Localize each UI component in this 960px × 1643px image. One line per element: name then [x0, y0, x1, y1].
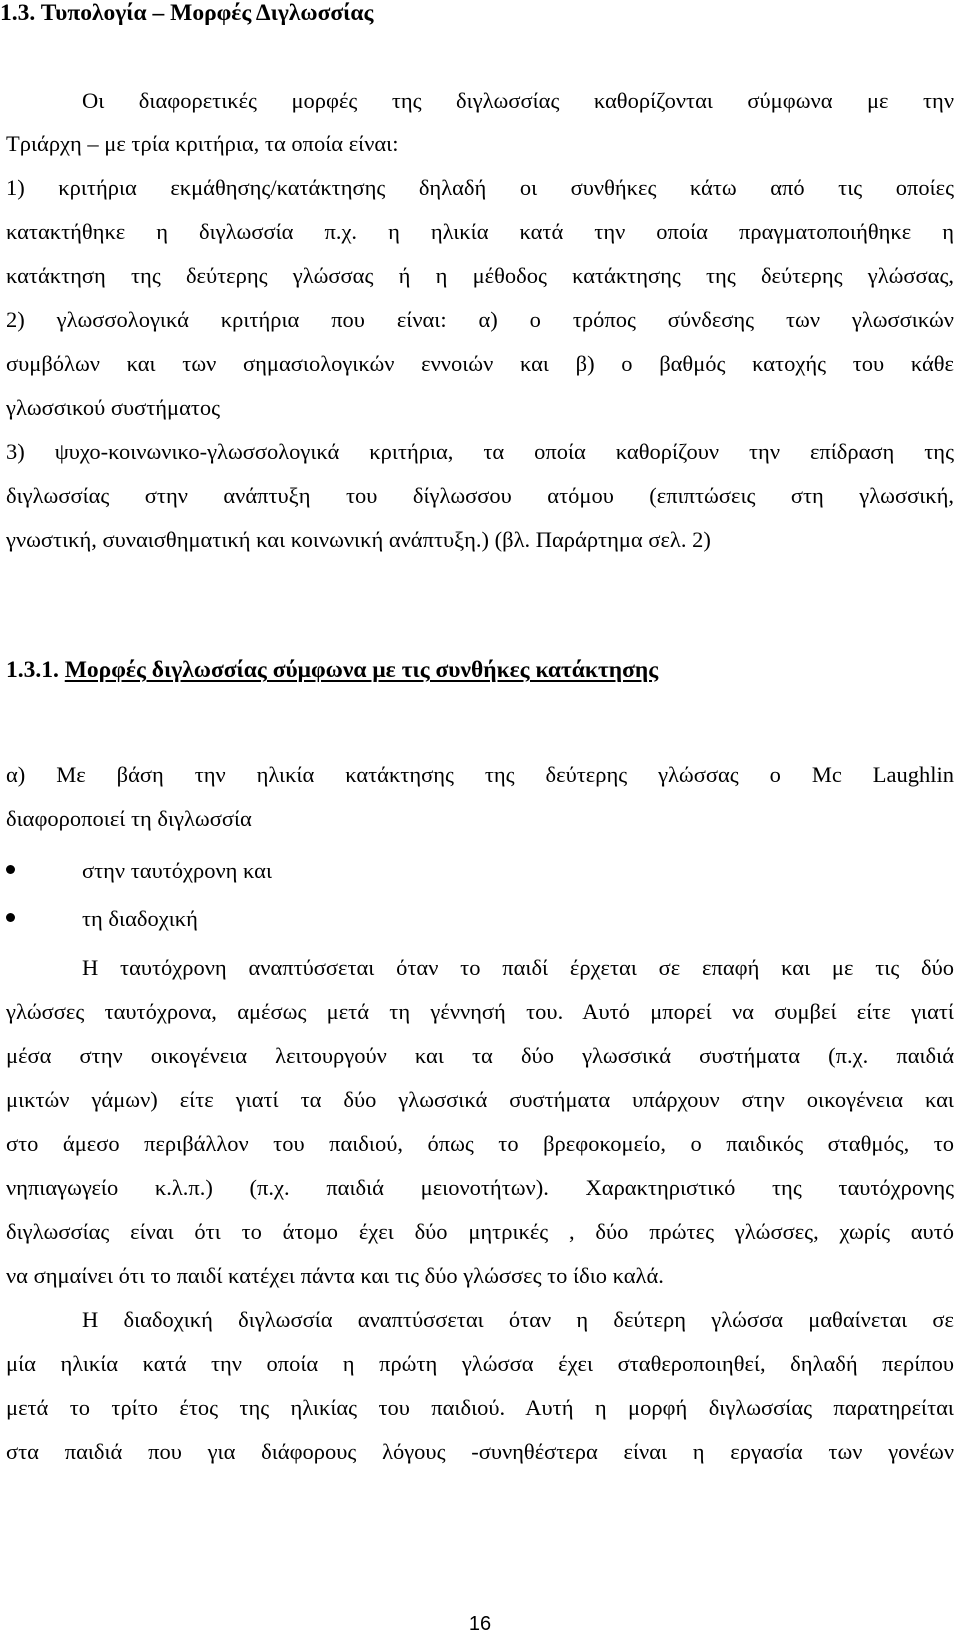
bullet-icon: [6, 913, 15, 922]
intro-line: Οι διαφορετικές μορφές της διγλωσσίας καθορίζονται σύμφωνα με την: [82, 88, 954, 113]
simultaneous-paragraph-line: διγλωσσίας είναι ότι το άτομο έχει δύο μητρικές , δύο πρώτες γλώσσες, χωρίς αυτό: [6, 1219, 954, 1244]
intro-line: 3) ψυχο-κοινωνικο-γλωσσολογικά κριτήρια, τα οποία καθορίζουν την επίδραση της: [6, 439, 954, 464]
simultaneous-paragraph-line: μέσα στην οικογένεια λειτουργούν και τα δύο γλωσσικά συστήματα (π.χ. παιδιά: [6, 1043, 954, 1068]
subsection-title: Μορφές διγλωσσίας σύμφωνα με τις συνθήκες κατάκτησης: [64, 657, 659, 683]
simultaneous-paragraph-line: νηπιαγωγείο κ.λ.π.) (π.χ. παιδιά μειονοτήτων). Χαρακτηριστικό της ταυτόχρονης: [6, 1175, 954, 1200]
intro-line: Τριάρχη – με τρία κριτήρια, τα οποία είναι:: [6, 131, 399, 156]
intro-line: διγλωσσίας στην ανάπτυξη του δίγλωσσου ατόμου (επιπτώσεις στη γλωσσική,: [6, 483, 954, 508]
list-item: [6, 856, 954, 886]
subsection-number: 1.3.1.: [6, 657, 59, 683]
paragraph-a-line: α) Με βάση την ηλικία κατάκτησης της δεύτερης γλώσσας ο Mc Laughlin: [6, 762, 954, 787]
simultaneous-paragraph-line: Η ταυτόχρονη αναπτύσσεται όταν το παιδί έρχεται σε επαφή και με τις δύο: [82, 955, 954, 980]
simultaneous-paragraph-line: να σημαίνει ότι το παιδί κατέχει πάντα και τις δύο γλώσσες το ίδιο καλά.: [6, 1263, 664, 1288]
intro-line: γνωστική, συναισθηματική και κοινωνική ανάπτυξη.) (βλ. Παράρτημα σελ. 2): [6, 527, 711, 552]
list-item: [6, 904, 954, 934]
intro-line: κατακτήθηκε η διγλωσσία π.χ. η ηλικία κατά την οποία πραγματοποιήθηκε η: [6, 219, 954, 244]
simultaneous-paragraph-line: στο άμεσο περιβάλλον του παιδιού, όπως το βρεφοκομείο, ο παιδικός σταθμός, το: [6, 1131, 954, 1156]
sequential-paragraph-line: Η διαδοχική διγλωσσία αναπτύσσεται όταν η δεύτερη γλώσσα μαθαίνεται σε: [82, 1307, 954, 1332]
bullet-icon: [6, 865, 15, 874]
intro-line: 2) γλωσσολογικά κριτήρια που είναι: α) ο τρόπος σύνδεσης των γλωσσικών: [6, 307, 954, 332]
page-number: 16: [468, 1613, 492, 1635]
intro-line: συμβόλων και των σημασιολογικών εννοιών και β) ο βαθμός κατοχής του κάθε: [6, 351, 954, 376]
paragraph-a-line: διαφοροποιεί τη διγλωσσία: [6, 806, 252, 831]
sequential-paragraph-line: στα παιδιά που για διάφορους λόγους -συνηθέστερα είναι η εργασία των γονέων: [6, 1439, 954, 1464]
section-heading: 1.3. Τυπολογία – Μορφές Διγλωσσίας: [0, 0, 374, 26]
sequential-paragraph-line: μετά το τρίτο έτος της ηλικίας του παιδιού. Αυτή η μορφή διγλωσσίας παρατηρείται: [6, 1395, 954, 1420]
list-item-text: τη διαδοχική: [82, 906, 198, 931]
subsection-heading: [6, 655, 954, 685]
simultaneous-paragraph-line: μικτών γάμων) είτε γιατί τα δύο γλωσσικά συστήματα υπάρχουν στην οικογένεια και: [6, 1087, 954, 1112]
intro-line: 1) κριτήρια εκμάθησης/κατάκτησης δηλαδή οι συνθήκες κάτω από τις οποίες: [6, 175, 954, 200]
intro-line: γλωσσικού συστήματος: [6, 395, 221, 420]
intro-line: κατάκτηση της δεύτερης γλώσσας ή η μέθοδος κατάκτησης της δεύτερης γλώσσας,: [6, 263, 954, 288]
sequential-paragraph-line: μία ηλικία κατά την οποία η πρώτη γλώσσα έχει σταθεροποιηθεί, δηλαδή περίπου: [6, 1351, 954, 1376]
list-item-text: στην ταυτόχρονη και: [82, 858, 273, 883]
simultaneous-paragraph-line: γλώσσες ταυτόχρονα, αμέσως μετά τη γέννησή του. Αυτό μπορεί να συμβεί είτε γιατί: [6, 999, 954, 1024]
